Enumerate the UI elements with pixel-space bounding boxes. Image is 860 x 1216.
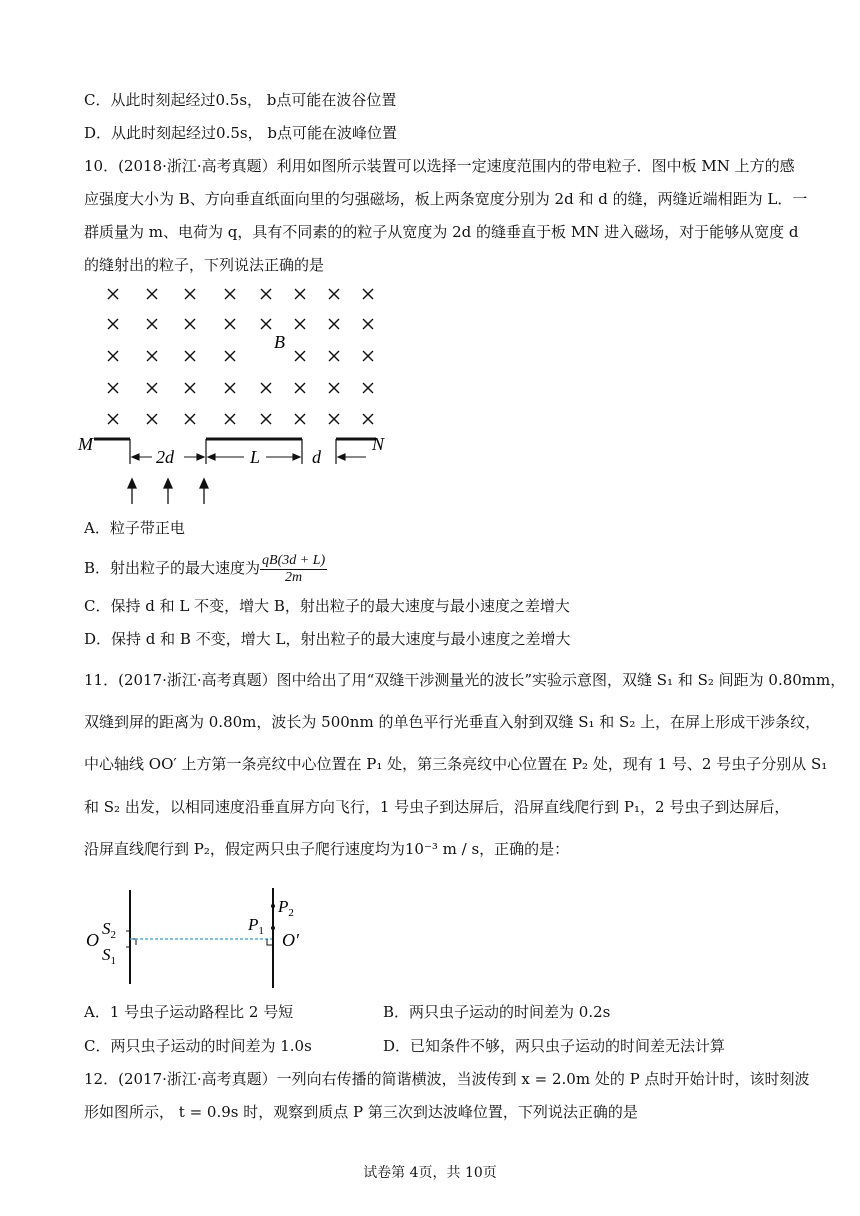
formula-denominator: 2m (285, 569, 303, 585)
label-o-prime: O′ (282, 930, 299, 950)
label-p1: $P_1$ (248, 915, 264, 937)
label-s2: $S_2$ (102, 919, 116, 941)
q11-option-c: C．两只虫子运动的时间差为 1.0s (84, 1037, 312, 1055)
point-p2 (271, 904, 275, 908)
q10-option-b (84, 551, 327, 586)
q10-option-b-formula (260, 553, 327, 586)
q11-option-d: D．已知条件不够，两只虫子运动的时间差无法计算 (383, 1037, 726, 1055)
label-s1: $S_1$ (102, 945, 116, 967)
q10-stem-line-2: 应强度大小为 B、方向垂直纸面向里的匀强磁场，板上两条宽度分别为 2d 和 d 的缝，两缝近端相距为 L．一 (84, 190, 808, 208)
label-2d: 2d (156, 447, 174, 467)
field-cross-marks (108, 289, 373, 424)
q9-option-c: C．从此时刻起经过0.5s， b点可能在波谷位置 (84, 91, 397, 109)
q11-stem-line-1: 11．(2017·浙江·高考真题）图中给出了用“双缝干涉测量光的波长”实验示意图，双缝 S₁ 和 S₂ 间距为 0.80mm， (84, 671, 846, 689)
q12-stem-line-2: 形如图所示， t = 0.9s 时，观察到质点 P 第三次到达波峰位置，下列说法正确的是 (84, 1103, 638, 1121)
page-footer: 试卷第 4页，共 10页 (363, 1165, 497, 1181)
q9-option-d: D．从此时刻起经过0.5s， b点可能在波峰位置 (84, 124, 397, 142)
point-p1 (271, 926, 275, 930)
label-p2: $P_2$ (278, 897, 294, 919)
label-d: d (312, 447, 321, 467)
q11-stem-line-5: 沿屏直线爬行到 P₂，假定两只虫子爬行速度均为10⁻³ m / s，正确的是： (84, 840, 570, 858)
q11-stem-line-4: 和 S₂ 出发，以相同速度沿垂直屏方向飞行，1 号虫子到达屏后，沿屏直线爬行到 P₁，2 号虫子到达屏后， (84, 798, 790, 816)
formula-numerator: qB(3d + L) (262, 552, 326, 568)
dimension-d (338, 454, 366, 460)
q10-option-c: C．保持 d 和 L 不变，增大 B，射出粒子的最大速度与最小速度之差增大 (84, 597, 570, 615)
q11-stem-line-3: 中心轴线 OO′ 上方第一条亮纹中心位置在 P₁ 处，第三条亮纹中心位置在 P₂ 处，现有 1 号、2 号虫子分别从 S₁ (84, 755, 828, 773)
incoming-particle-arrows (128, 479, 208, 504)
plate-label-m: M (78, 434, 93, 454)
q11-double-slit-figure (80, 884, 320, 994)
label-l: L (250, 447, 261, 467)
q10-option-d: D．保持 d 和 B 不变，增大 L，射出粒子的最大速度与最小速度之差增大 (84, 630, 571, 648)
q11-option-a: A．1 号虫子运动路程比 2 号短 (84, 1003, 294, 1021)
q12-stem-line-1: 12．(2017·浙江·高考真题）一列向右传播的简谐横波，当波传到 x = 2.0m 处的 P 点时开始计时，该时刻波 (84, 1070, 810, 1088)
q10-option-b-text: B．射出粒子的最大速度为 (84, 559, 261, 577)
q10-stem-line-4: 的缝射出的粒子，下列说法正确的是 (84, 256, 325, 274)
plate-label-n: N (372, 434, 385, 454)
label-o: O (86, 930, 99, 950)
q10-option-a: A．粒子带正电 (84, 519, 185, 537)
q10-magnetic-field-figure (76, 280, 396, 510)
q11-option-b: B．两只虫子运动的时间差为 0.2s (383, 1003, 611, 1021)
q10-stem-line-3: 群质量为 m、电荷为 q，具有不同素的的粒子从宽度为 2d 的缝垂直于板 MN 进入磁场，对于能够从宽度 d (84, 223, 799, 241)
q10-stem-line-1: 10．(2018·浙江·高考真题）利用如图所示装置可以选择一定速度范围内的带电粒子．图中板 MN 上方的感 (84, 157, 795, 175)
field-label-b: B (274, 332, 285, 352)
q11-stem-line-2: 双缝到屏的距离为 0.80m，波长为 500nm 的单色平行光垂直入射到双缝 S₁ 和 S₂ 上，在屏上形成干涉条纹， (84, 713, 821, 731)
